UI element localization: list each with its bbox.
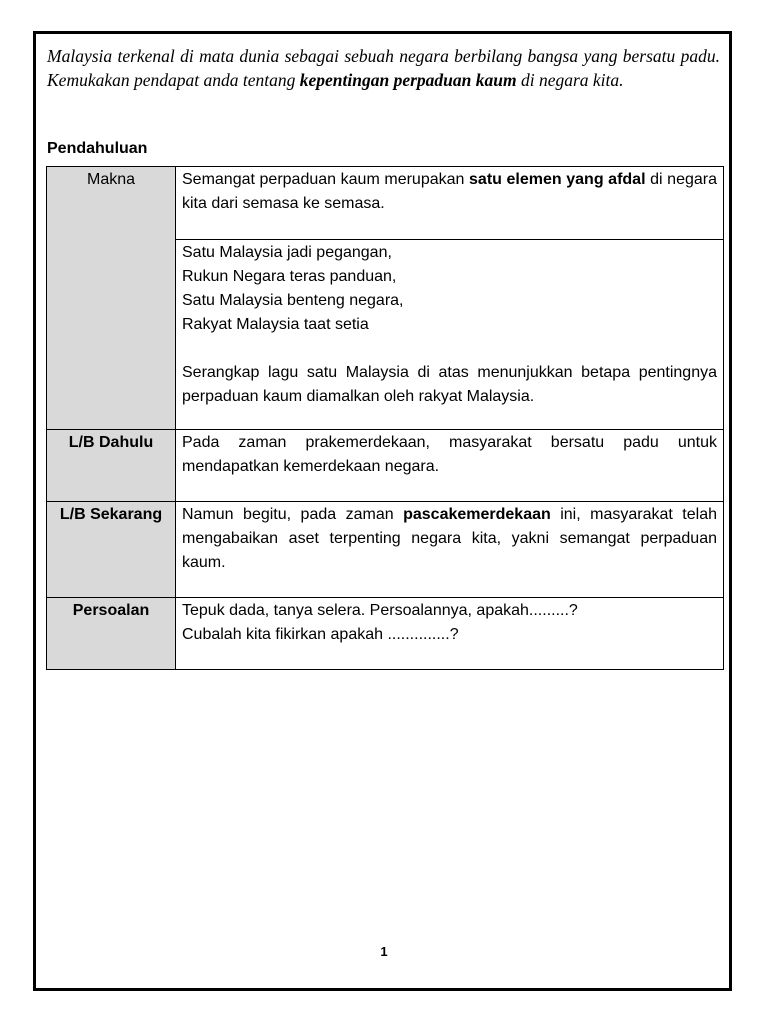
definition-text-end: di negara kita dari semasa ke semasa. bbox=[182, 171, 717, 212]
lyric-line: Satu Malaysia jadi pegangan, bbox=[182, 244, 392, 261]
table-row bbox=[47, 502, 724, 598]
row-label-persoalan bbox=[47, 598, 176, 670]
persoalan-cell bbox=[176, 598, 724, 670]
label-text: L/B Dahulu bbox=[68, 434, 154, 451]
table-row bbox=[47, 598, 724, 670]
label-text: Persoalan bbox=[72, 602, 150, 619]
makna-lyrics-cell bbox=[176, 240, 724, 430]
lyric-line: Rukun Negara teras panduan, bbox=[182, 268, 397, 285]
definition-key-phrase: satu elemen yang afdal bbox=[469, 171, 646, 188]
dahulu-cell bbox=[176, 430, 724, 502]
lyric-line: Rakyat Malaysia taat setia bbox=[182, 316, 369, 333]
introduction-outline-table bbox=[46, 166, 724, 670]
persoalan-line: Tepuk dada, tanya selera. Persoalannya, apakah.........? bbox=[182, 602, 578, 619]
question-text-start: Malaysia terkenal di mata dunia sebagai sebuah negara berbilang bangsa yang bersatu padu. Kemukakan pendapat anda tentang bbox=[47, 46, 720, 90]
definition-text: Semangat perpaduan kaum merupakan bbox=[182, 171, 470, 188]
row-label-makna bbox=[47, 167, 176, 430]
sekarang-cell bbox=[176, 502, 724, 598]
label-text: L/B Sekarang bbox=[59, 506, 163, 523]
question-text-end: di negara kita. bbox=[516, 70, 624, 90]
question-key-phrase: kepentingan perpaduan kaum bbox=[299, 70, 517, 90]
sekarang-key-phrase: pascakemerdekaan bbox=[403, 506, 551, 523]
dahulu-text: Pada zaman prakemerdekaan, masyarakat bersatu padu untuk mendapatkan kemerdekaan negara. bbox=[182, 434, 717, 475]
page-number: 1 bbox=[380, 944, 388, 959]
row-label-sekarang bbox=[47, 502, 176, 598]
label-text: Makna bbox=[86, 171, 136, 188]
row-label-dahulu bbox=[47, 430, 176, 502]
lyrics-note: Serangkap lagu satu Malaysia di atas menunjukkan betapa pentingnya perpaduan kaum diamalkan oleh rakyat Malaysia. bbox=[182, 364, 717, 405]
makna-definition-cell bbox=[176, 167, 724, 240]
sekarang-text-end: ini, masyarakat telah mengabaikan aset terpenting negara kita, yakni semangat perpaduan kaum. bbox=[182, 506, 718, 571]
section-title: Pendahuluan bbox=[47, 140, 148, 157]
persoalan-line: Cubalah kita fikirkan apakah ..............? bbox=[182, 626, 459, 643]
lyric-line: Satu Malaysia benteng negara, bbox=[182, 292, 404, 309]
essay-question bbox=[47, 44, 720, 92]
table-row bbox=[47, 430, 724, 502]
table-row bbox=[47, 167, 724, 240]
sekarang-text: Namun begitu, pada zaman bbox=[182, 506, 404, 523]
